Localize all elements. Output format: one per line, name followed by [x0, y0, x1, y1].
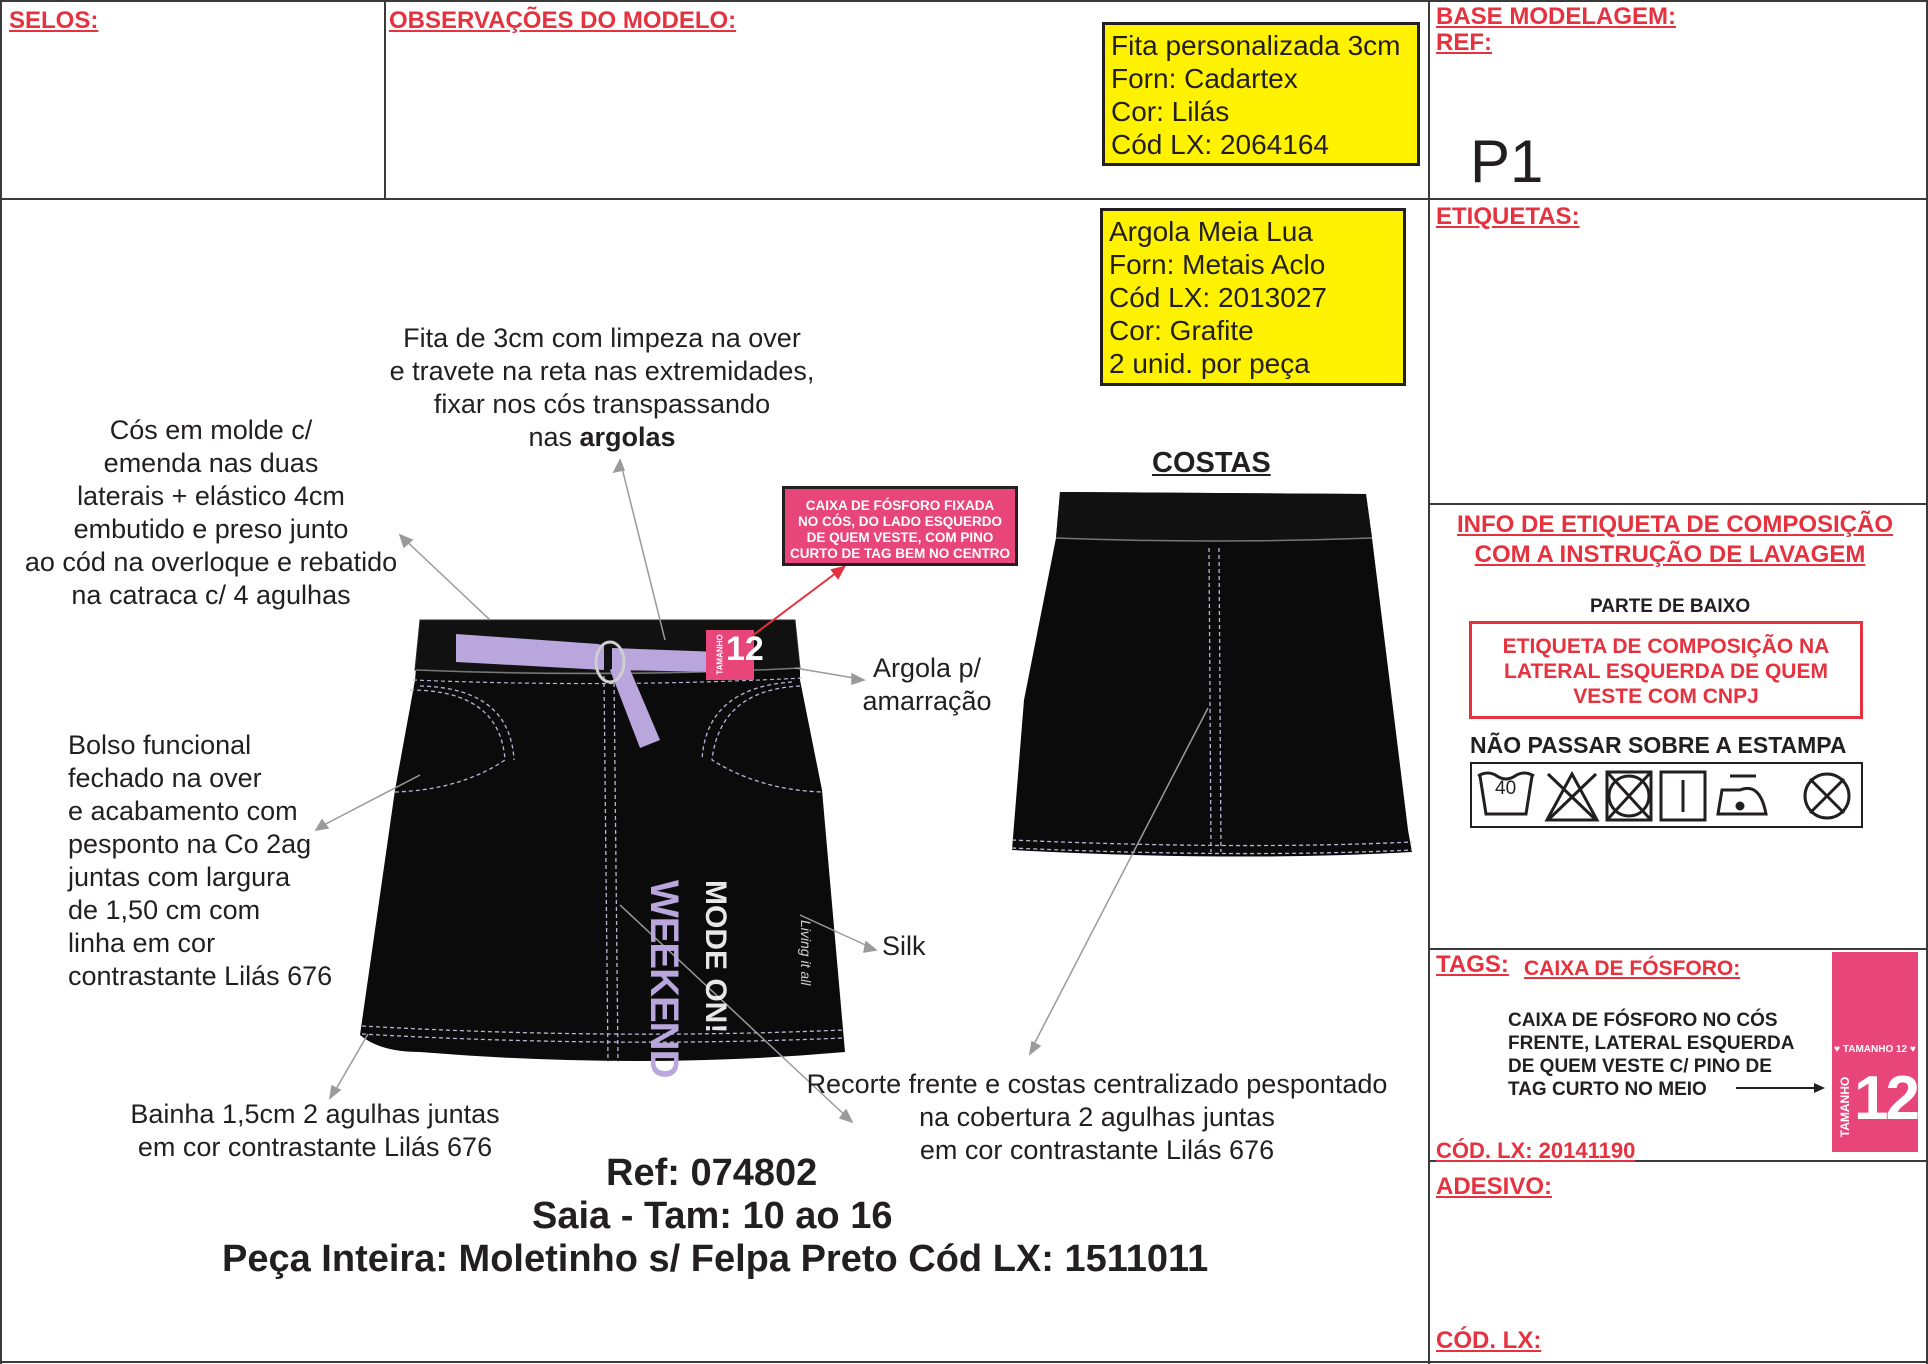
- note-line: laterais + elástico 4cm: [77, 481, 345, 511]
- footer-ref: Ref: 074802: [606, 1152, 818, 1194]
- pink-callout-line: CURTO DE TAG BEM NO CENTRO: [789, 546, 1010, 561]
- note-bainha: [100, 1098, 530, 1164]
- print-weekend: WEEKEND: [642, 880, 686, 1078]
- iron-dot-icon: [1737, 803, 1743, 809]
- composicao-line: ETIQUETA DE COMPOSIÇÃO NA: [1502, 635, 1830, 658]
- etiquetas-label: ETIQUETAS:: [1436, 203, 1580, 230]
- caixa-arrow-icon: [1736, 1082, 1826, 1094]
- note-line: amarração: [862, 686, 992, 716]
- print-mode-on: MODE ON!: [699, 880, 732, 1034]
- note-line: e travete na reta nas extremidades,: [389, 356, 815, 386]
- note-line: contrastante Lilás 676: [68, 961, 333, 991]
- sidebar-divider-info: [1428, 948, 1928, 950]
- note-line: na catraca c/ 4 agulhas: [71, 580, 351, 610]
- size-tag-small-text: ♥ TAMANHO 12 ♥: [1834, 1044, 1916, 1055]
- note-line: juntas com largura: [68, 862, 291, 892]
- parte-de-baixo: PARTE DE BAIXO: [1590, 596, 1751, 617]
- yellow-tag-line: 2 unid. por peça: [1109, 348, 1310, 379]
- selos-label: SELOS:: [9, 7, 99, 34]
- footer-saia: Saia - Tam: 10 ao 16: [532, 1195, 893, 1237]
- note-line: Argola p/: [872, 653, 982, 683]
- pink-callout-line: CAIXA DE FÓSFORO FIXADA: [805, 498, 995, 513]
- note-line: embutido e preso junto: [73, 514, 349, 544]
- note-line: emenda nas duas: [103, 448, 319, 478]
- yellow-tag-line: Cód LX: 2064164: [1111, 129, 1329, 160]
- info-etiqueta-line1: INFO DE ETIQUETA DE COMPOSIÇÃO: [1456, 511, 1894, 538]
- care-symbols-svg: [1470, 762, 1863, 828]
- note-line: Fita de 3cm com limpeza na over: [403, 323, 801, 353]
- note-fita-prefix: nas: [528, 422, 580, 452]
- note-line: fixar nos cós transpassando: [433, 389, 771, 419]
- note-fita-bold: argolas: [579, 422, 676, 452]
- no-tumble-dry-cross-icon: [1607, 772, 1651, 820]
- caixa-desc-line: DE QUEM VESTE C/ PINO DE: [1508, 1056, 1772, 1077]
- note-line: Recorte frente e costas centralizado pespontado: [806, 1069, 1388, 1099]
- belt-tag-word: TAMANHO: [715, 634, 725, 675]
- yellow-tag-line: Argola Meia Lua: [1109, 216, 1313, 247]
- footer-peca: Peça Inteira: Moletinho s/ Felpa Preto Cód LX: 1511011: [222, 1238, 1209, 1280]
- size-tag-number: 12: [1854, 1064, 1917, 1133]
- belt-tag-number: 12: [726, 630, 764, 668]
- wash-temp: 40: [1495, 778, 1517, 799]
- note-fita: [362, 322, 842, 454]
- note-silk: Silk: [882, 931, 926, 961]
- size-tag-word: TAMANHO: [1838, 1076, 1852, 1138]
- note-line-last: [362, 421, 842, 454]
- note-argola: [848, 652, 1006, 718]
- note-recorte: [772, 1068, 1422, 1167]
- base-value: P1: [1470, 128, 1544, 195]
- yellow-tag-line: Cód LX: 2013027: [1109, 282, 1327, 313]
- note-line: Cós em molde c/: [109, 415, 313, 445]
- base-modelagem-label: BASE MODELAGEM:: [1436, 3, 1676, 30]
- composicao-line: LATERAL ESQUERDA DE QUEM: [1504, 660, 1828, 683]
- frame-bottom: [0, 1361, 1928, 1363]
- caixa-desc-line: FRENTE, LATERAL ESQUERDA: [1508, 1033, 1795, 1054]
- note-line: linha em cor: [68, 928, 216, 958]
- caixa-fosforo-label: CAIXA DE FÓSFORO:: [1524, 957, 1741, 980]
- pink-callout: [782, 486, 1018, 566]
- pink-callout-line: NO CÓS, DO LADO ESQUERDO: [797, 514, 1003, 529]
- size-tag: [1832, 952, 1918, 1152]
- observacoes-label: OBSERVAÇÕES DO MODELO:: [389, 7, 737, 34]
- cod-lx-adesivo: CÓD. LX:: [1436, 1327, 1542, 1354]
- caixa-desc-line: CAIXA DE FÓSFORO NO CÓS: [1508, 1010, 1778, 1031]
- note-line: e acabamento com: [68, 796, 298, 826]
- note-bolso: [68, 729, 368, 993]
- yellow-tag-line: Forn: Cadartex: [1111, 63, 1298, 94]
- note-line: na cobertura 2 agulhas juntas: [919, 1102, 1275, 1132]
- note-line: em cor contrastante Lilás 676: [137, 1132, 493, 1162]
- yellow-tag-line: Fita personalizada 3cm: [1111, 30, 1401, 61]
- no-dry-clean-cross-icon: [1810, 779, 1844, 813]
- yellow-tag-line: Forn: Metais Aclo: [1109, 249, 1326, 280]
- yellow-tag-line: Cor: Lilás: [1111, 96, 1230, 127]
- tags-label: TAGS:: [1436, 951, 1509, 978]
- care-symbols: [1470, 762, 1863, 828]
- red-leader-line: [752, 567, 844, 636]
- no-bleach-cross-icon: [1548, 774, 1596, 820]
- front-skirt: [360, 620, 845, 1062]
- yellow-tag-line: Cor: Grafite: [1109, 315, 1254, 346]
- composicao-box: [1469, 621, 1863, 719]
- ref-label: REF:: [1436, 29, 1492, 56]
- nao-passar-label: NÃO PASSAR SOBRE A ESTAMPA: [1470, 732, 1847, 758]
- note-line: Bolso funcional: [68, 730, 252, 760]
- note-line: pesponto na Co 2ag: [68, 829, 312, 859]
- sidebar-divider-etiquetas: [1428, 503, 1928, 505]
- note-line: Bainha 1,5cm 2 agulhas juntas: [130, 1099, 500, 1129]
- note-line: fechado na over: [68, 763, 262, 793]
- back-skirt: [1012, 492, 1412, 857]
- costas-label: COSTAS: [1152, 447, 1271, 479]
- composicao-line: VESTE COM CNPJ: [1573, 685, 1759, 708]
- note-line: de 1,50 cm com: [68, 895, 261, 925]
- caixa-desc-line: TAG CURTO NO MEIO: [1508, 1079, 1707, 1100]
- pink-callout-line: DE QUEM VESTE, COM PINO: [806, 530, 994, 545]
- note-line: em cor contrastante Lilás 676: [919, 1135, 1275, 1165]
- note-line: ao cód na overloque e rebatido: [24, 547, 398, 577]
- info-etiqueta-line2: COM A INSTRUÇÃO DE LAVAGEM: [1474, 541, 1866, 568]
- cod-lx-tag: CÓD. LX: 20141190: [1436, 1138, 1636, 1163]
- adesivo-label: ADESIVO:: [1436, 1173, 1553, 1200]
- note-cos: [6, 414, 416, 612]
- print-script: Living it all: [798, 920, 814, 986]
